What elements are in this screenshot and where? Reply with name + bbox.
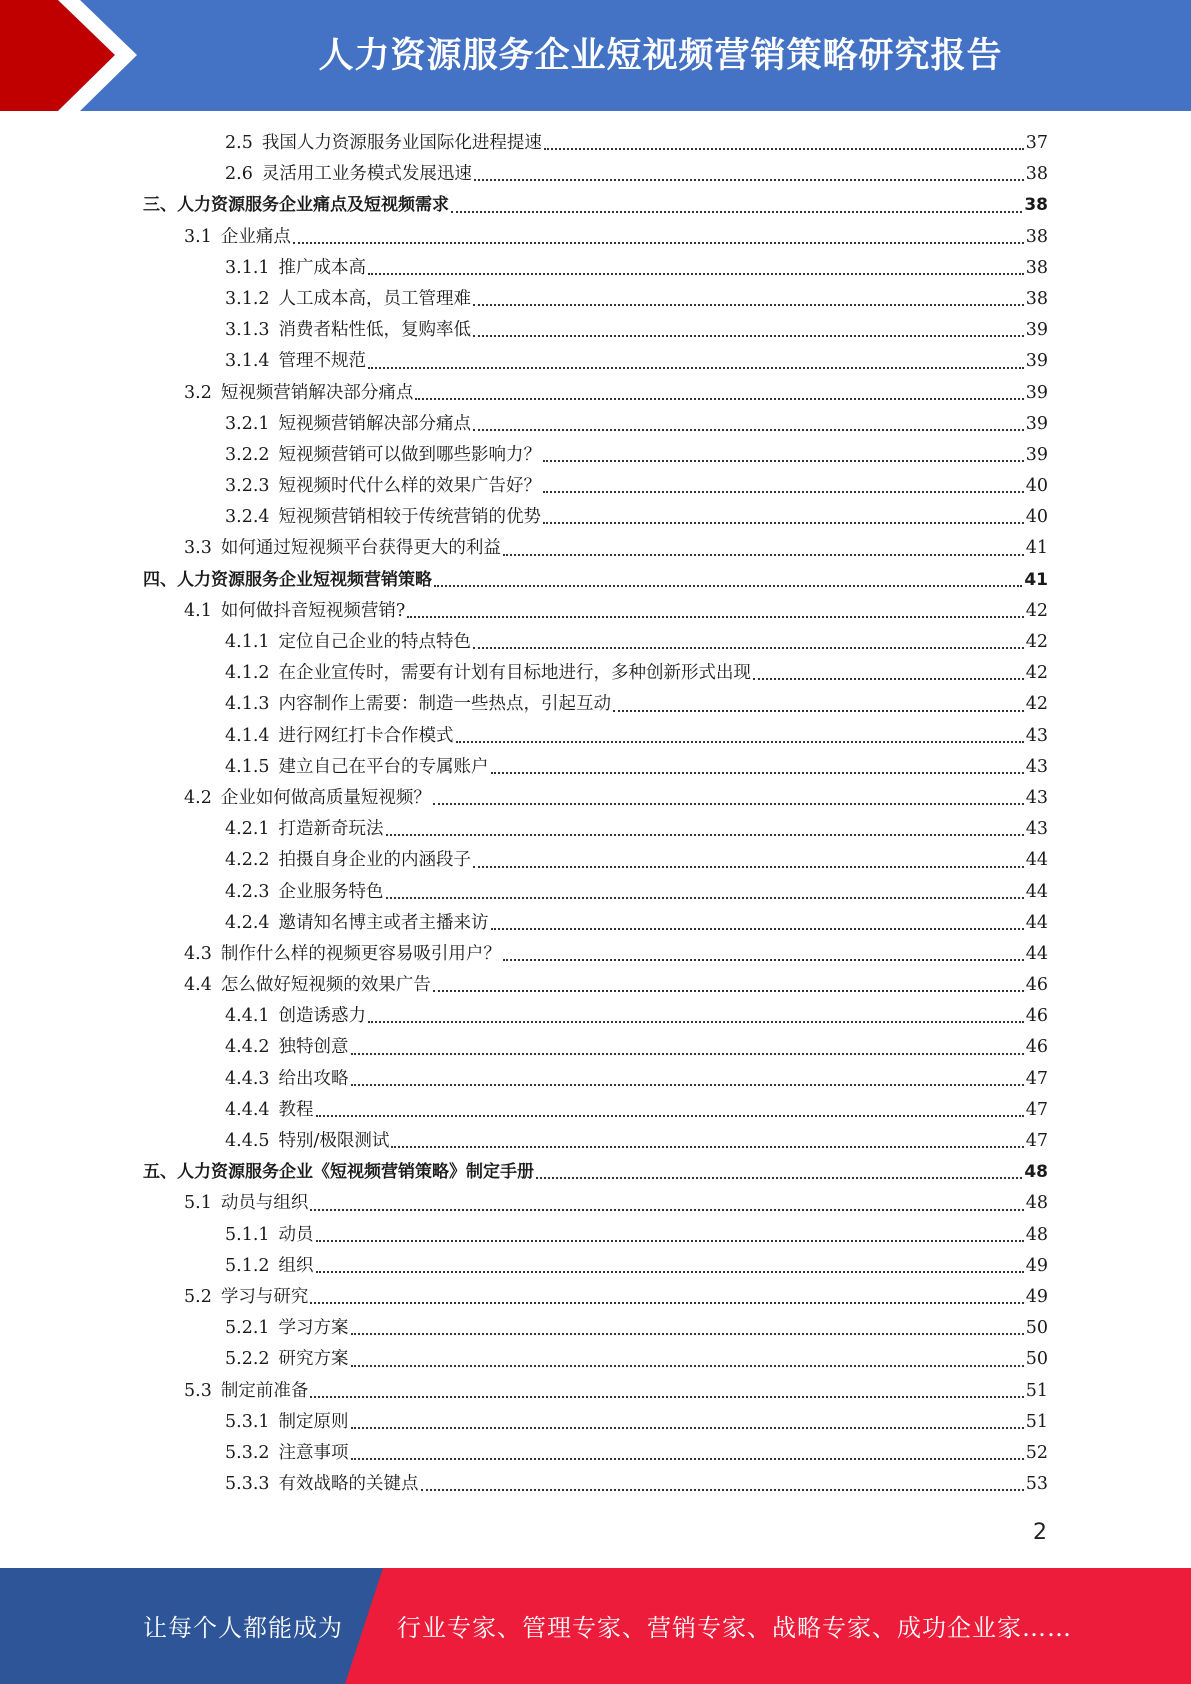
toc-entry-title: 打造新奇玩法 — [278, 819, 384, 840]
report-title: 人力资源服务企业短视频营销策略研究报告 — [318, 36, 1003, 76]
toc-dot-leader — [351, 1365, 1024, 1367]
toc-entry-title: 学习与研究 — [220, 1286, 309, 1307]
toc-entry[interactable] — [143, 378, 1048, 409]
toc-entry[interactable] — [143, 128, 1048, 159]
toc-entry-number: 3.2.4 — [225, 507, 270, 528]
toc-entry-title: 在企业宣传时，需要有计划有目标地进行，多种创新形式出现 — [278, 663, 752, 684]
toc-dot-leader — [386, 834, 1024, 836]
toc-entry-number: 3.1 — [184, 226, 212, 247]
toc-entry-page: 43 — [1025, 725, 1048, 746]
toc-entry-page: 44 — [1025, 943, 1048, 964]
toc-entry-title: 企业服务特色 — [278, 881, 384, 902]
toc-dot-leader — [368, 367, 1024, 369]
toc-entry-number: 4.1.2 — [225, 663, 270, 684]
toc-entry-title: 制作什么样的视频更容易吸引用户？ — [220, 943, 501, 964]
toc-entry-number: 2.6 — [225, 164, 253, 185]
toc-entry[interactable] — [143, 284, 1048, 315]
toc-entry-number: 3.2.1 — [225, 413, 270, 434]
toc-entry-page: 43 — [1025, 756, 1048, 777]
toc-entry-title: 学习方案 — [278, 1318, 349, 1339]
header-banner — [0, 0, 1191, 111]
toc-entry[interactable] — [143, 845, 1048, 876]
toc-entry-title: 短视频营销相较于传统营销的优势 — [278, 507, 542, 528]
toc-entry-title: 有效战略的关键点 — [278, 1474, 419, 1495]
toc-entry-title: 邀请知名博主或者主播来访 — [278, 912, 489, 933]
toc-dot-leader — [316, 1115, 1024, 1117]
toc-entry-page: 50 — [1025, 1318, 1048, 1339]
toc-entry-title: 企业如何做高质量短视频？ — [220, 787, 431, 808]
toc-entry-page: 41 — [1025, 538, 1048, 559]
toc-entry[interactable] — [143, 1220, 1048, 1251]
toc-entry-title: 内容制作上需要：制造一些热点，引起互动 — [278, 694, 612, 715]
header-red-arrow — [0, 0, 160, 111]
toc-entry-title: 拍摄自身企业的内涵段子 — [278, 850, 472, 871]
toc-entry[interactable] — [143, 440, 1048, 471]
toc-entry-number: 3.1.1 — [225, 257, 270, 278]
toc-dot-leader — [473, 866, 1024, 868]
toc-entry-title: 管理不规范 — [278, 351, 367, 372]
toc-entry-page: 47 — [1025, 1131, 1048, 1151]
toc-dot-leader — [473, 429, 1024, 431]
toc-entry[interactable] — [143, 658, 1048, 689]
toc-entry-page: 47 — [1025, 1099, 1048, 1120]
toc-entry-number: 4.1 — [184, 600, 212, 621]
toc-entry-number: 5.3 — [184, 1380, 212, 1401]
toc-dot-leader — [474, 179, 1024, 181]
toc-entry-page: 38 — [1025, 288, 1048, 309]
toc-dot-leader — [491, 772, 1024, 774]
toc-entry-number: 4.1.5 — [225, 756, 270, 777]
toc-entry[interactable] — [143, 190, 1048, 221]
toc-entry[interactable] — [143, 346, 1048, 377]
toc-entry[interactable] — [143, 596, 1048, 627]
toc-entry[interactable] — [143, 1313, 1048, 1344]
toc-entry-page: 38 — [1025, 226, 1048, 247]
toc-dot-leader — [543, 522, 1024, 524]
toc-entry[interactable] — [143, 253, 1048, 284]
toc-entry-page: 40 — [1025, 476, 1048, 497]
toc-entry-title: 短视频时代什么样的效果广告好？ — [278, 476, 542, 497]
toc-entry[interactable] — [143, 471, 1048, 502]
toc-dot-leader — [368, 1021, 1024, 1023]
toc-entry[interactable] — [143, 1064, 1048, 1095]
toc-entry-title: 短视频营销解决部分痛点 — [220, 382, 414, 403]
toc-entry-number: 4.2.4 — [225, 912, 270, 933]
toc-entry[interactable] — [143, 1282, 1048, 1313]
toc-entry-number: 4.2 — [184, 787, 212, 808]
toc-entry-title: 人力资源服务企业短视频营销策略 — [177, 569, 432, 590]
toc-entry-number: 4.4.5 — [225, 1131, 270, 1151]
toc-entry[interactable] — [143, 565, 1048, 596]
toc-entry-title: 人工成本高，员工管理难 — [278, 288, 472, 309]
toc-dot-leader — [451, 211, 1022, 213]
toc-dot-leader — [316, 1240, 1024, 1242]
toc-entry-title: 消费者粘性低，复购率低 — [278, 320, 472, 341]
toc-dot-leader — [421, 1489, 1024, 1491]
toc-dot-leader — [473, 304, 1024, 306]
toc-dot-leader — [351, 1053, 1024, 1055]
toc-entry-page: 40 — [1025, 507, 1048, 528]
toc-entry-title: 进行网红打卡合作模式 — [278, 725, 454, 746]
toc-entry-page: 38 — [1025, 257, 1048, 278]
toc-entry[interactable] — [143, 315, 1048, 346]
toc-entry-page: 44 — [1025, 912, 1048, 933]
toc-dot-leader — [293, 242, 1024, 244]
toc-entry-page: 42 — [1025, 694, 1048, 715]
toc-dot-leader — [503, 554, 1024, 556]
toc-entry-number: 3.1.2 — [225, 288, 270, 309]
toc-entry[interactable] — [143, 1344, 1048, 1375]
toc-dot-leader — [351, 1458, 1024, 1460]
toc-entry-number: 4.1.1 — [225, 632, 270, 652]
toc-entry-page: 44 — [1025, 881, 1048, 902]
toc-entry-number: 3.1.4 — [225, 351, 270, 372]
toc-entry[interactable] — [143, 1032, 1048, 1063]
toc-entry-title: 短视频营销解决部分痛点 — [278, 413, 472, 434]
toc-entry[interactable] — [143, 502, 1048, 533]
toc-dot-leader — [368, 273, 1024, 275]
toc-entry[interactable] — [143, 1251, 1048, 1282]
toc-entry-page: 47 — [1025, 1068, 1048, 1089]
toc-entry[interactable] — [143, 877, 1048, 908]
toc-entry-page: 53 — [1025, 1474, 1048, 1495]
toc-entry[interactable] — [143, 1469, 1048, 1500]
toc-entry-number: 3.2.2 — [225, 444, 270, 465]
toc-entry-number: 4.4.2 — [225, 1037, 270, 1058]
toc-entry-number: 4.4.1 — [225, 1006, 270, 1027]
toc-entry-page: 46 — [1025, 975, 1048, 996]
toc-dot-leader — [536, 1177, 1022, 1179]
toc-entry-title: 人力资源服务企业《短视频营销策略》制定手册 — [177, 1162, 534, 1183]
toc-entry-number: 4.2.3 — [225, 881, 270, 902]
toc-entry-title: 怎么做好短视频的效果广告 — [220, 975, 431, 996]
toc-entry-page: 37 — [1025, 133, 1048, 153]
toc-entry[interactable] — [143, 939, 1048, 970]
toc-entry-number: 5.1.1 — [225, 1224, 270, 1245]
toc-entry[interactable] — [143, 1376, 1048, 1407]
toc-entry-title: 灵活用工业务模式发展迅速 — [261, 164, 472, 185]
toc-entry-page: 51 — [1025, 1380, 1048, 1401]
toc-entry-number: 4.3 — [184, 943, 212, 964]
toc-entry[interactable] — [143, 409, 1048, 440]
toc-dot-leader — [316, 1271, 1024, 1273]
toc-entry[interactable] — [143, 721, 1048, 752]
toc-entry-number: 5.2 — [184, 1286, 212, 1307]
toc-entry-page: 39 — [1025, 351, 1048, 372]
toc-entry-page: 39 — [1025, 413, 1048, 434]
toc-entry-number: 2.5 — [225, 133, 253, 153]
toc-entry-number: 3.1.3 — [225, 320, 270, 341]
toc-dot-leader — [543, 460, 1024, 462]
toc-dot-leader — [407, 616, 1023, 618]
toc-entry-page: 50 — [1025, 1349, 1048, 1370]
toc-entry[interactable] — [143, 533, 1048, 564]
toc-entry[interactable] — [143, 970, 1048, 1001]
toc-entry-number: 5.2.2 — [225, 1349, 270, 1370]
toc-dot-leader — [434, 585, 1022, 587]
toc-entry[interactable] — [143, 1126, 1048, 1157]
toc-entry[interactable] — [143, 783, 1048, 814]
toc-entry-number: 3.3 — [184, 538, 212, 559]
footer-slogan-left: 让每个人都能成为 — [143, 1614, 343, 1642]
toc-entry-title: 给出攻略 — [278, 1068, 349, 1089]
toc-dot-leader — [543, 491, 1024, 493]
toc-entry-page: 46 — [1025, 1037, 1048, 1058]
toc-entry-title: 特别/极限测试 — [278, 1131, 390, 1151]
toc-entry-page: 42 — [1025, 600, 1048, 621]
toc-dot-leader — [351, 1084, 1024, 1086]
toc-dot-leader — [415, 398, 1023, 400]
toc-entry-title: 短视频营销可以做到哪些影响力？ — [278, 444, 542, 465]
toc-entry-page: 52 — [1025, 1442, 1048, 1463]
toc-entry-title: 如何通过短视频平台获得更大的利益 — [220, 538, 501, 559]
toc-entry[interactable] — [143, 1095, 1048, 1126]
toc-entry-number: 4.2.1 — [225, 819, 270, 840]
toc-entry-title: 制定原则 — [278, 1411, 349, 1432]
toc-entry-title: 企业痛点 — [220, 226, 291, 247]
toc-entry-title: 推广成本高 — [278, 257, 367, 278]
toc-entry[interactable] — [143, 627, 1048, 658]
toc-entry-number: 三、 — [143, 195, 177, 216]
toc-dot-leader — [473, 335, 1024, 337]
toc-entry-title: 我国人力资源服务业国际化进程提速 — [261, 133, 542, 153]
toc-entry-page: 38 — [1025, 164, 1048, 185]
toc-entry-title: 研究方案 — [278, 1349, 349, 1370]
toc-entry-page: 41 — [1024, 569, 1048, 590]
toc-dot-leader — [753, 678, 1024, 680]
toc-entry-number: 3.2 — [184, 382, 212, 403]
toc-entry-title: 独特创意 — [278, 1037, 349, 1058]
toc-entry[interactable] — [143, 159, 1048, 190]
toc-entry-title: 制定前准备 — [220, 1380, 309, 1401]
page-number: 2 — [1033, 1520, 1047, 1545]
toc-dot-leader — [351, 1333, 1024, 1335]
toc-entry-page: 51 — [1025, 1411, 1048, 1432]
toc-entry-title: 动员与组织 — [220, 1193, 309, 1214]
toc-dot-leader — [473, 647, 1024, 649]
toc-entry-page: 43 — [1025, 787, 1048, 808]
toc-entry-number: 5.3.2 — [225, 1442, 270, 1463]
toc-entry-page: 48 — [1025, 1224, 1048, 1245]
toc-entry-page: 49 — [1025, 1286, 1048, 1307]
toc-dot-leader — [310, 1396, 1023, 1398]
toc-entry[interactable] — [143, 1188, 1048, 1219]
toc-entry-number: 4.1.3 — [225, 694, 270, 715]
toc-entry[interactable] — [143, 1157, 1048, 1188]
toc-dot-leader — [613, 710, 1024, 712]
toc-entry-page: 39 — [1025, 320, 1048, 341]
toc-entry-number: 4.4 — [184, 975, 212, 996]
toc-dot-leader — [433, 803, 1024, 805]
toc-entry[interactable] — [143, 908, 1048, 939]
toc-entry-page: 46 — [1025, 1006, 1048, 1027]
toc-entry-title: 动员 — [278, 1224, 314, 1245]
toc-dot-leader — [433, 990, 1024, 992]
toc-entry-page: 42 — [1025, 632, 1048, 652]
toc-entry[interactable] — [143, 689, 1048, 720]
toc-entry-number: 5.3.3 — [225, 1474, 270, 1495]
toc-entry-number: 4.2.2 — [225, 850, 270, 871]
toc-entry-page: 44 — [1025, 850, 1048, 871]
toc-dot-leader — [386, 897, 1024, 899]
toc-entry[interactable] — [143, 1001, 1048, 1032]
toc-entry-page: 39 — [1025, 382, 1048, 403]
toc-dot-leader — [310, 1302, 1023, 1304]
toc-entry-number: 3.2.3 — [225, 476, 270, 497]
table-of-contents — [143, 128, 1048, 1500]
toc-entry-page: 39 — [1025, 444, 1048, 465]
toc-entry-title: 注意事项 — [278, 1442, 349, 1463]
toc-dot-leader — [456, 741, 1024, 743]
toc-entry-page: 42 — [1025, 663, 1048, 684]
toc-dot-leader — [351, 1427, 1024, 1429]
toc-entry[interactable] — [143, 1438, 1048, 1469]
toc-dot-leader — [544, 148, 1024, 150]
toc-entry-title: 建立自己在平台的专属账户 — [278, 756, 489, 777]
toc-entry-title: 教程 — [278, 1099, 314, 1120]
toc-entry-title: 人力资源服务企业痛点及短视频需求 — [177, 195, 449, 216]
toc-entry-page: 48 — [1024, 1162, 1048, 1183]
toc-entry-title: 创造诱惑力 — [278, 1006, 367, 1027]
toc-entry[interactable] — [143, 222, 1048, 253]
toc-entry-number: 5.2.1 — [225, 1318, 270, 1339]
toc-entry-title: 组织 — [278, 1255, 314, 1276]
toc-entry-number: 4.4.3 — [225, 1068, 270, 1089]
toc-entry-number: 5.3.1 — [225, 1411, 270, 1432]
toc-entry-title: 如何做抖音短视频营销? — [220, 600, 406, 621]
toc-entry-number: 5.1 — [184, 1193, 212, 1214]
toc-entry[interactable] — [143, 814, 1048, 845]
toc-entry-number: 4.4.4 — [225, 1099, 270, 1120]
toc-entry-page: 49 — [1025, 1255, 1048, 1276]
footer-slogan-right: 行业专家、管理专家、营销专家、战略专家、成功企业家…… — [397, 1614, 1072, 1642]
toc-dot-leader — [310, 1209, 1023, 1211]
toc-entry-page: 43 — [1025, 819, 1048, 840]
toc-entry-number: 4.1.4 — [225, 725, 270, 746]
toc-entry-number: 五、 — [143, 1162, 177, 1183]
toc-entry-page: 48 — [1025, 1193, 1048, 1214]
toc-entry-number: 5.1.2 — [225, 1255, 270, 1276]
toc-dot-leader — [503, 959, 1024, 961]
toc-entry[interactable] — [143, 752, 1048, 783]
toc-dot-leader — [391, 1146, 1023, 1148]
toc-entry[interactable] — [143, 1407, 1048, 1438]
toc-entry-page: 38 — [1024, 195, 1048, 216]
toc-entry-number: 四、 — [143, 569, 177, 590]
footer-banner — [0, 1568, 1191, 1684]
toc-entry-title: 定位自己企业的特点特色 — [278, 632, 472, 652]
toc-dot-leader — [491, 928, 1024, 930]
